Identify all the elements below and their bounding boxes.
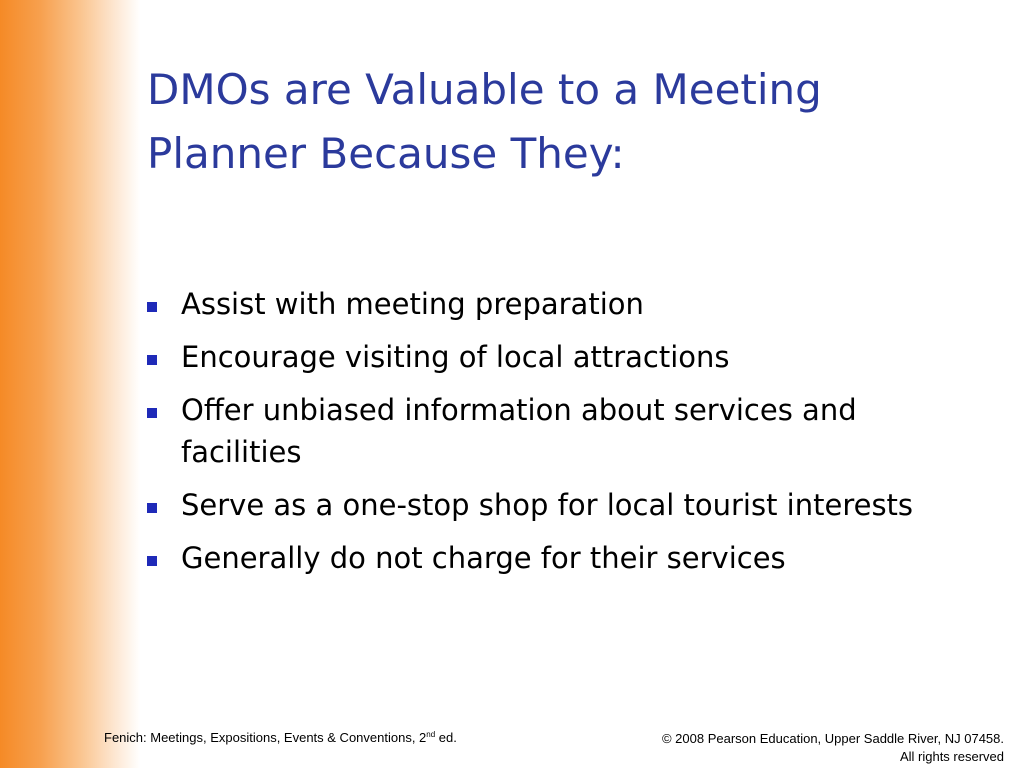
square-bullet-icon bbox=[147, 503, 157, 513]
slide-title bbox=[147, 58, 987, 186]
footer-edition-suffix: ed. bbox=[435, 730, 457, 745]
bullet-item bbox=[145, 537, 945, 579]
slide-title-line-2: Planner Because They: bbox=[147, 129, 625, 178]
footer-copyright-line-2: All rights reserved bbox=[899, 749, 1004, 764]
square-bullet-icon bbox=[147, 556, 157, 566]
footer-citation bbox=[104, 730, 457, 746]
bullet-item bbox=[145, 389, 945, 473]
bullet-text: Serve as a one-stop shop for local tourist interests bbox=[181, 488, 914, 522]
square-bullet-icon bbox=[147, 408, 157, 418]
square-bullet-icon bbox=[147, 302, 157, 312]
footer-copyright-line-1: © 2008 Pearson Education, Upper Saddle River, NJ 07458. bbox=[661, 731, 1004, 746]
bullet-text: Encourage visiting of local attractions bbox=[181, 340, 730, 374]
bullet-text: Generally do not charge for their services bbox=[181, 541, 786, 575]
footer-edition-superscript: nd bbox=[426, 730, 436, 739]
square-bullet-icon bbox=[147, 355, 157, 365]
slide-title-line-1: DMOs are Valuable to a Meeting bbox=[147, 65, 822, 114]
bullet-text: Assist with meeting preparation bbox=[181, 287, 644, 321]
bullet-item bbox=[145, 484, 945, 526]
bullet-list bbox=[145, 283, 945, 590]
bullet-item bbox=[145, 283, 945, 325]
orange-gradient-band bbox=[0, 0, 140, 768]
bullet-text: Offer unbiased information about services and facilities bbox=[181, 393, 857, 469]
footer-citation-text: Fenich: Meetings, Expositions, Events & Conventions, 2 bbox=[104, 730, 427, 745]
bullet-item bbox=[145, 336, 945, 378]
footer-copyright bbox=[662, 730, 1004, 766]
